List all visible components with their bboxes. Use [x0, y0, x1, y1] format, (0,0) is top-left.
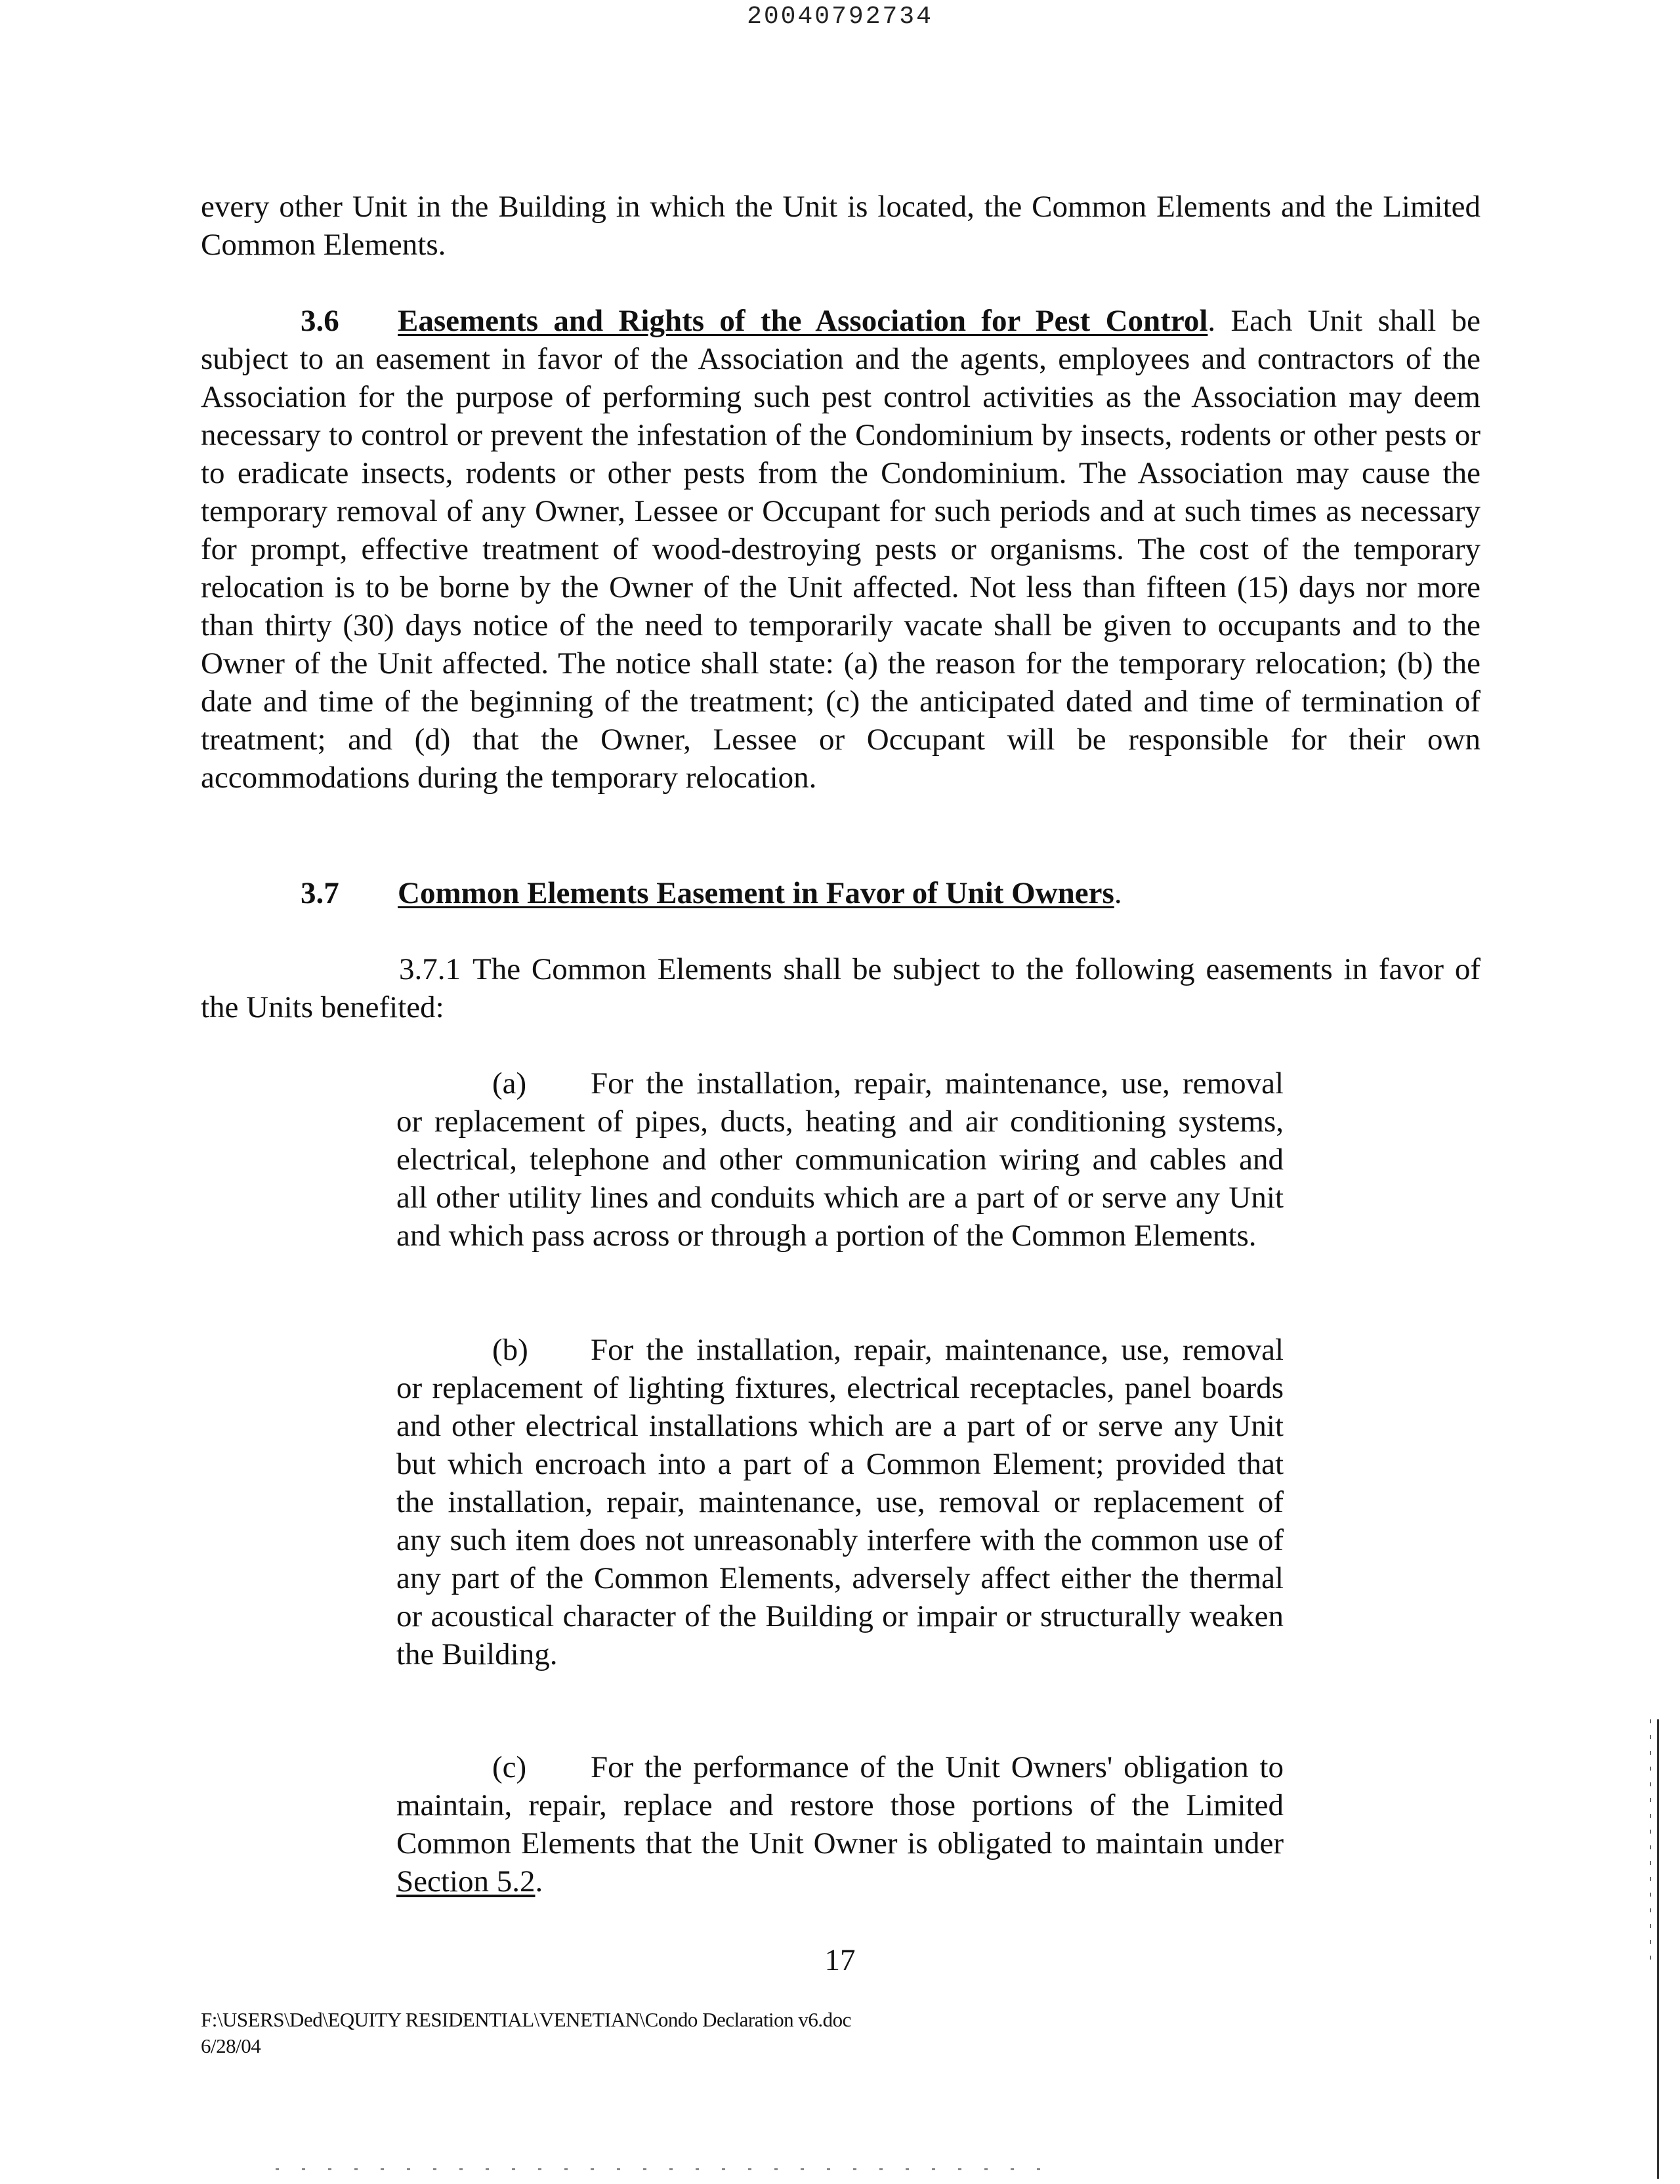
footer-file-path: F:\USERS\Ded\EQUITY RESIDENTIAL\VENETIAN\Condo Declaration v6.doc: [201, 2008, 851, 2031]
document-number: 20040792734: [747, 3, 933, 31]
section-3-7-1-text: The Common Elements shall be subject to the following easements in favor of the Units benefited:: [201, 952, 1480, 1024]
subsection-c-end: .: [535, 1864, 543, 1899]
subsection-c-label: (c): [492, 1750, 527, 1784]
scan-artifact-line: [1657, 1719, 1659, 2179]
section-3-6-number: 3.6: [301, 304, 339, 338]
subsection-a: [396, 1064, 1284, 1255]
section-5-2-reference: Section 5.2: [396, 1864, 536, 1899]
subsection-b-text: For the installation, repair, maintenance, use, removal or replacement of lighting fixtures, electrical receptacles, panel boards and other electrical installations which are a part of or serve any Unit but which encroach into a part of a Common Element; provided that the installation, repair, maintenance, use, removal or replacement of any such item does not unreasonably interfere with the common use of any part of the Common Elements, adversely affect either the thermal or acoustical character of the Building or impair or structurally weaken the Building.: [396, 1333, 1284, 1671]
scan-artifact-specks: [276, 2168, 1050, 2170]
subsection-c: [396, 1748, 1284, 1900]
intro-paragraph: every other Unit in the Building in which the Unit is located, the Common Elements and the Limited Common Elements.: [201, 190, 1480, 262]
footer-date: 6/28/04: [201, 2034, 261, 2057]
scan-artifact-dots: [1650, 1719, 1651, 1969]
footer: [201, 2007, 851, 2059]
section-3-7-1-number: 3.7.1: [399, 952, 461, 986]
subsection-b-label: (b): [492, 1333, 528, 1367]
subsection-c-text: For the performance of the Unit Owners' obligation to maintain, repair, replace and restore those portions of the Limited Common Elements that the Unit Owner is obligated to maintain under: [396, 1750, 1284, 1860]
subsection-a-text: For the installation, repair, maintenance, use, removal or replacement of pipes, ducts, heating and air conditioning systems, electrical, telephone and other communication wiring and cables and all other utility lines and conduits which are a part of or serve any Unit and which pass across or through a portion of the Common Elements.: [396, 1066, 1284, 1253]
subsection-b: [396, 1331, 1284, 1673]
section-3-7-heading: Common Elements Easement in Favor of Unit Owners: [398, 876, 1114, 910]
section-3-7-number: 3.7: [301, 876, 339, 910]
subsection-a-label: (a): [492, 1066, 527, 1101]
section-3-7-heading-end: .: [1114, 876, 1122, 910]
page-number: 17: [824, 1943, 856, 1977]
section-3-7-paragraph: [201, 874, 1480, 912]
section-3-6-heading: Easements and Rights of the Association for Pest Control: [398, 304, 1208, 338]
section-3-6-paragraph: [201, 302, 1480, 797]
section-3-7-1-paragraph: [201, 950, 1480, 1026]
section-3-6-text: . Each Unit shall be subject to an easement in favor of the Association and the agents, employees and contractors of the Association for the purpose of performing such pest control activities as the Association may deem necessary to control or prevent the infestation of the Condominium by insects, rodents or other pests or to eradicate insects, rodents or other pests from the Condominium. The Association may cause the temporary removal of any Owner, Lessee or Occupant for such periods and at such times as necessary for prompt, effective treatment of wood-destroying pests or organisms. The cost of the temporary relocation is to be borne by the Owner of the Unit affected. Not less than fifteen (15) days nor more than thirty (30) days notice of the need to temporarily vacate shall be given to occupants and to the Owner of the Unit affected. The notice shall state: (a) the reason for the temporary relocation; (b) the date and time of the beginning of the treatment; (c) the anticipated dated and time of termination of treatment; and (d) that the Owner, Lessee or Occupant will be responsible for their own accommodations during the temporary relocation.: [201, 304, 1480, 795]
